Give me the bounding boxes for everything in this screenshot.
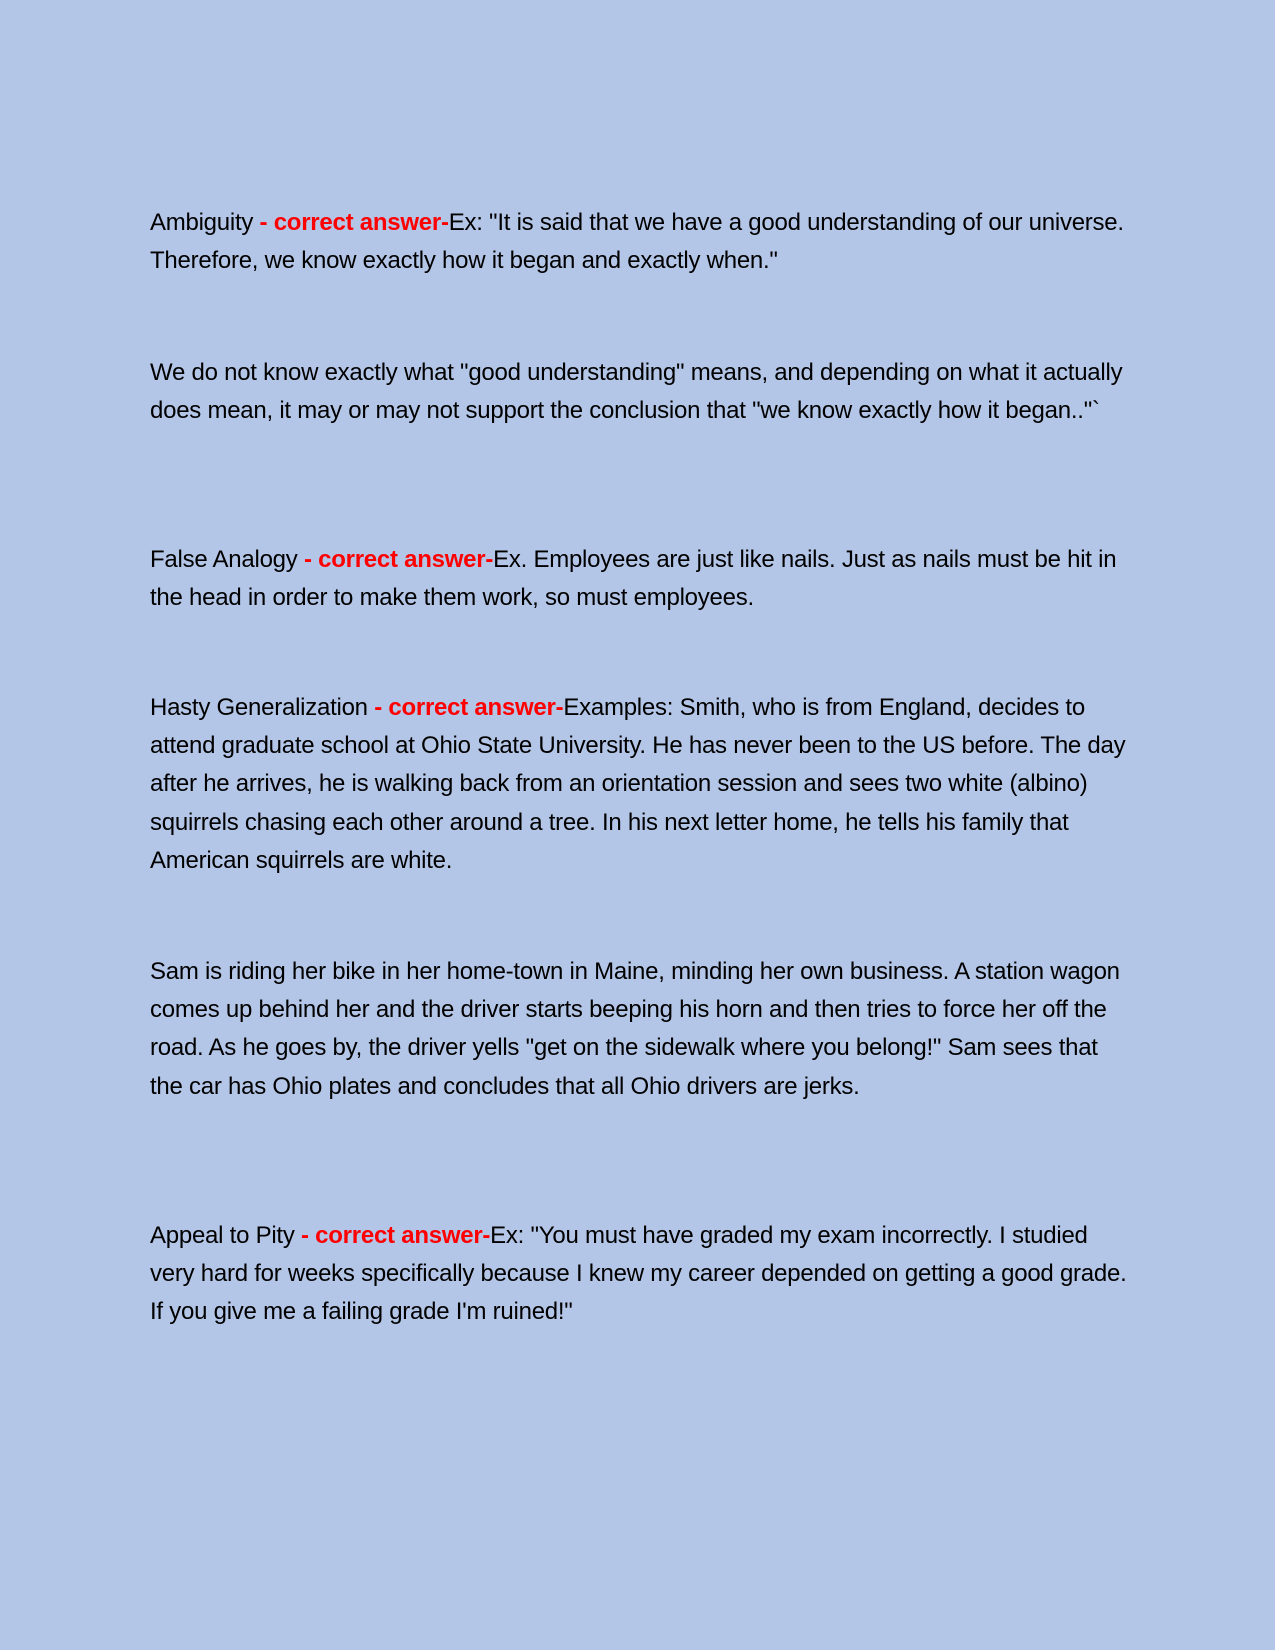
correct-answer-tag: - correct answer- <box>301 1222 491 1249</box>
entry-text: Ex: "It is said that we have a good understanding of our universe. Therefore, we know exactly how it began and exactly when." <box>150 209 1124 275</box>
term-label: Ambiguity <box>150 209 260 236</box>
entry-text: We do not know exactly what "good understanding" means, and depending on what it actually does mean, it may or may not support the conclusion that "we know exactly how it began.."` <box>150 359 1123 425</box>
entry-text: Examples: Smith, who is from England, decides to attend graduate school at Ohio State University. He has never been to the US before. The day after he arrives, he is walking back from an orientation session and sees two white (albino) squirrels chasing each other around a tree. In his next letter home, he tells his family that American squirrels are white. <box>150 694 1126 874</box>
correct-answer-tag: - correct answer- <box>259 209 449 236</box>
correct-answer-tag: - correct answer- <box>374 694 564 721</box>
correct-answer-tag: - correct answer- <box>303 546 494 573</box>
entry-appeal-to-pity <box>150 1217 1130 1332</box>
entry-ambiguity <box>150 204 1130 280</box>
term-label: Appeal to Pity <box>150 1222 302 1249</box>
term-label: Hasty Generalization <box>150 694 375 721</box>
entry-hasty-generalization <box>150 689 1130 880</box>
entry-ambiguity-explanation <box>150 354 1130 430</box>
entry-text: Sam is riding her bike in her home-town in Maine, minding her own business. A station wagon comes up behind her and the driver starts beeping his horn and then tries to force her off the road. As he goes by, the driver yells "get on the sidewalk where you belong!" Sam sees that the car has Ohio plates and concludes that all Ohio drivers are jerks. <box>150 958 1120 1100</box>
entry-text: Ex. Employees are just like nails. Just as nails must be hit in the head in order to make them work, so must employees. <box>150 546 1117 612</box>
entry-text: Ex: "You must have graded my exam incorrectly. I studied very hard for weeks specifically because I knew my career depended on getting a good grade. If you give me a failing grade I'm ruined!" <box>150 1222 1127 1326</box>
term-label: False Analogy <box>150 546 304 573</box>
entry-false-analogy <box>150 541 1130 617</box>
entry-hasty-generalization-example <box>150 953 1130 1106</box>
